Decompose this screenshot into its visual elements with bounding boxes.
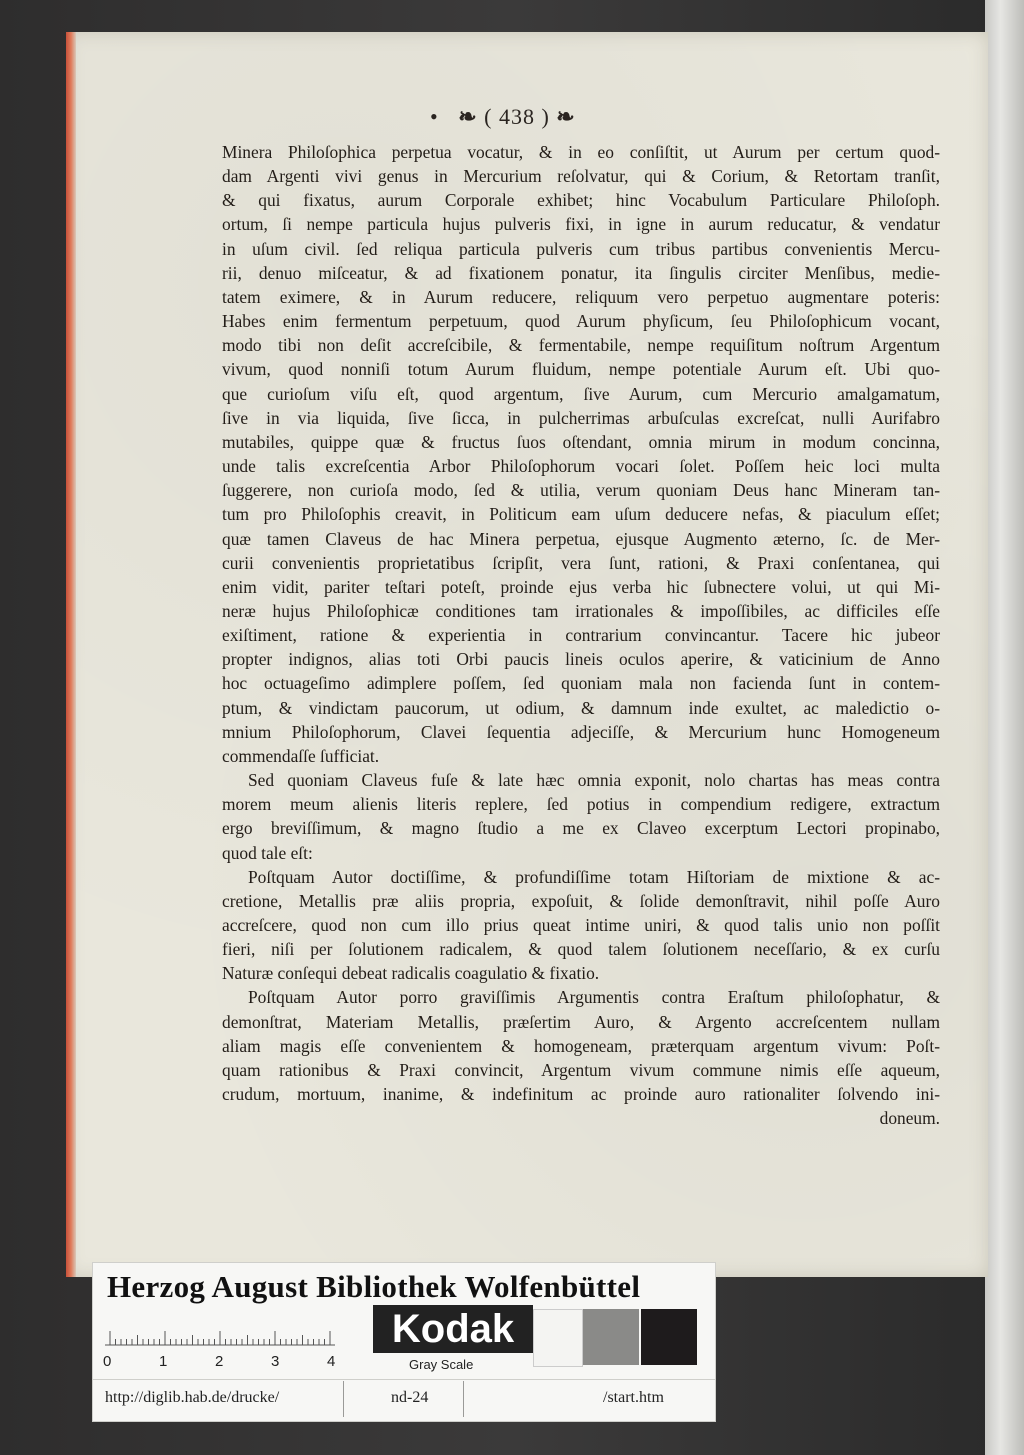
text-line: mutabiles, quippe quæ & fructus ſuos oſtendant, omnia mirum in modum concinna, bbox=[222, 431, 940, 452]
kodak-logo: Kodak bbox=[373, 1305, 533, 1353]
text-line: Sed quoniam Claveus fuſe & late hæc omnia exponit, nolo chartas has meas contra bbox=[248, 770, 940, 791]
label-divider-line bbox=[93, 1379, 715, 1380]
text-line: demonſtrat, Materiam Metallis, præſertim Auro, & Argento accreſcentem nullam bbox=[222, 1011, 940, 1032]
ruler-number: 1 bbox=[159, 1353, 168, 1370]
text-line: tum pro Philoſophis creavit, in Politicum eam uſum deducere nefas, & piaculum eſſet; bbox=[222, 504, 940, 525]
gray-swatch-black bbox=[641, 1309, 697, 1365]
text-line: ergo breviſſimum, & magno ſtudio a me ex Claveo excerptum Lectori propinabo, bbox=[222, 818, 940, 839]
label-divider bbox=[343, 1381, 344, 1417]
ruler-scale bbox=[105, 1315, 335, 1347]
text-line: morem meum alienis literis replere, ſed potius in compendium redigere, extractum bbox=[222, 794, 940, 815]
text-line: enim vidit, pariter teſtari poteſt, proinde ejus verba hic ſubnectere volui, ut qui Mi- bbox=[222, 576, 940, 597]
adjacent-page-edge bbox=[985, 0, 1024, 1455]
text-line: ptum, & vindictam paucorum, ut odium, & damnum inde exultet, ac maledictio o- bbox=[222, 697, 940, 718]
text-line: Habes enim fermentum perpetuum, quod Aurum phyſicum, ſeu Philoſophicum vocant, bbox=[222, 311, 940, 332]
url-prefix: http://diglib.hab.de/drucke/ bbox=[105, 1389, 280, 1406]
ruler-number: 3 bbox=[271, 1353, 280, 1370]
header-dot: • bbox=[430, 104, 452, 129]
library-name: Herzog August Bibliothek Wolfenbüttel bbox=[107, 1269, 641, 1304]
page-red-edge bbox=[66, 32, 76, 1277]
text-line: in uſum civil. ſed reliqua particula pulveris cum tribus partibus convenientis Mercu- bbox=[222, 238, 940, 259]
shelfmark: nd-24 bbox=[391, 1389, 429, 1406]
text-line: unde talis excreſcentia Arbor Philoſophorum vocari ſolet. Poſſem heic loci multa bbox=[222, 456, 940, 477]
text-line: quæ tamen Claveus de hac Minera perpetua, ejusque Augmento æterno, ſc. de Mer- bbox=[222, 528, 940, 549]
page-header bbox=[430, 104, 670, 132]
body-text bbox=[222, 140, 940, 1130]
ruler-number: 4 bbox=[327, 1353, 336, 1370]
ruler-number: 0 bbox=[103, 1353, 112, 1370]
text-line: propter indignos, alias toti Orbi paucis lineis oculos aperire, & vaticinium de Anno bbox=[222, 649, 940, 670]
text-line: aliam magis eſſe convenientem & homogeneam, præterquam argentum vivum: Poſt- bbox=[222, 1035, 940, 1056]
ruler-number: 2 bbox=[215, 1353, 224, 1370]
text-line: Naturæ conſequi debeat radicalis coagulatio & fixatio. bbox=[222, 963, 600, 984]
text-line: ortum, ſi nempe particula hujus pulveris fixi, in igne in aurum reducatur, & vendatur bbox=[222, 214, 940, 235]
header-ornament-right-icon: ❧ bbox=[556, 104, 576, 129]
url-suffix: /start.htm bbox=[603, 1389, 664, 1406]
text-line: quod tale eſt: bbox=[222, 842, 313, 863]
text-line: fieri, niſi per ſolutionem radicalem, & quod talem ſolutionem neceſſario, & ex curſu bbox=[222, 939, 940, 960]
text-line: tatem eximere, & in Aurum reducere, reliquum vero perpetuo augmentare poteris: bbox=[222, 286, 940, 307]
header-ornament-left-icon: ❧ bbox=[458, 104, 478, 129]
text-line: que curioſum viſu eſt, quod argentum, ſive Aurum, cum Mercurio amalgamatum, bbox=[222, 383, 940, 404]
header-close: ) bbox=[534, 104, 550, 129]
gray-swatch-white bbox=[533, 1309, 583, 1367]
text-line: doneum. bbox=[879, 1108, 940, 1129]
gray-swatch-mid bbox=[583, 1309, 639, 1365]
gray-scale-label: Gray Scale bbox=[409, 1357, 474, 1372]
text-line: crudum, mortuum, inanime, & indefinitum ac proinde auro rationaliter ſolvendo ini- bbox=[222, 1084, 940, 1105]
text-line: hoc octuageſimo adimplere poſſem, ſed quoniam mala non facienda ſunt in contem- bbox=[222, 673, 940, 694]
text-line: dam Argenti vivi genus in Mercurium reſolvatur, qui & Corium, & Retortam tranſit, bbox=[222, 166, 940, 187]
text-line: curii convenientis proprietatibus ſcripſit, vera ſunt, rationi, & Praxi conſentanea, qui bbox=[222, 552, 940, 573]
text-line: commendaſſe ſufficiat. bbox=[222, 745, 380, 766]
archive-label-card bbox=[92, 1262, 716, 1422]
text-line: cretione, Metallis præ aliis propria, expoſuit, & ſolide demonſtravit, nihil poſſe Auro bbox=[222, 890, 940, 911]
text-line: vivum, quod nonniſi totum Aurum fluidum, nempe potentiale Aurum eſt. Ubi quo- bbox=[222, 359, 940, 380]
text-line: Poſtquam Autor doctiſſime, & profundiſſime totam Hiſtoriam de mixtione & ac- bbox=[248, 866, 940, 887]
text-line: neræ hujus Philoſophicæ conditiones tam irrationales & impoſſibiles, ac difficiles eſſe bbox=[222, 600, 940, 621]
text-line: mnium Philoſophorum, Clavei ſequentia adjeciſſe, & Mercurium hunc Homogeneum bbox=[222, 721, 940, 742]
text-line: modo tibi non deſit accreſcibile, & fermentabile, nempe requiſitum noſtrum Argentum bbox=[222, 335, 940, 356]
text-line: ſive in via liquida, ſive ſicca, in pulcherrimas arbuſculas excreſcat, nulli Aurifabro bbox=[222, 407, 940, 428]
text-line: rii, denuo miſceatur, & ad fixationem ponatur, ita ſingulis circiter Menſibus, medie- bbox=[222, 262, 940, 283]
text-line: ſuggerere, non curioſa modo, ſed & utilia, verum quoniam Deus hanc Mineram tan- bbox=[222, 480, 940, 501]
text-line: quam rationibus & Praxi convincit, Argentum vivum commune nimis eſſe aqueum, bbox=[222, 1059, 940, 1080]
text-line: & qui fixatus, aurum Corporale exhibet; hinc Vocabulum Particulare Philoſoph. bbox=[222, 190, 940, 211]
text-line: Minera Philoſophica perpetua vocatur, & in eo conſiſtit, ut Aurum per certum quod- bbox=[222, 142, 940, 162]
page-number: 438 bbox=[498, 104, 535, 129]
header-open: ( bbox=[484, 104, 499, 129]
text-line: exiſtiment, ratione & experientia in contrarium convincantur. Tacere hic jubeor bbox=[222, 625, 940, 646]
label-divider bbox=[463, 1381, 464, 1417]
text-line: accreſcere, quod non cum illo prius queat intime uniri, & quod talis unio non poſſit bbox=[222, 915, 940, 935]
text-line: Poſtquam Autor porro graviſſimis Argumentis contra Eraſtum philoſophatur, & bbox=[248, 987, 940, 1008]
